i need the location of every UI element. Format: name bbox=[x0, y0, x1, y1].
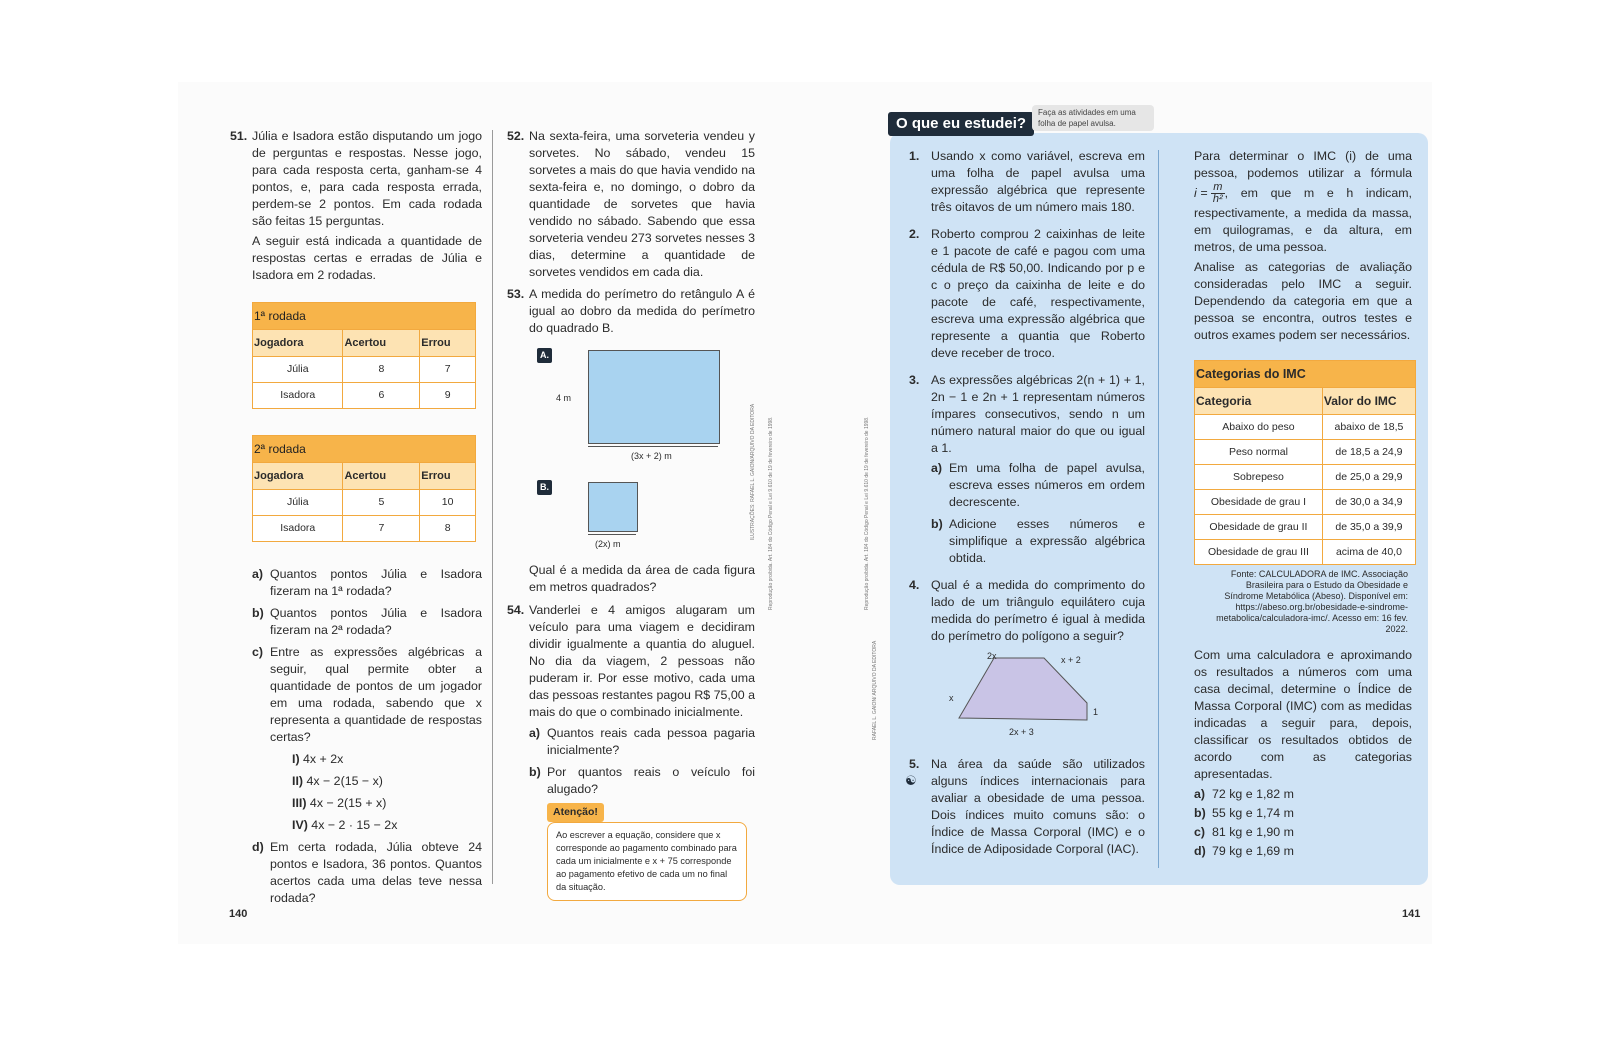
table-cell: Isadora bbox=[253, 516, 343, 542]
subquestion-a bbox=[931, 460, 1145, 511]
formula-numerator: m bbox=[1211, 182, 1225, 194]
table-cell: acima de 40,0 bbox=[1322, 540, 1415, 565]
item-text: 55 kg e 1,74 m bbox=[1212, 806, 1294, 820]
table-header: Categoria bbox=[1195, 388, 1323, 415]
side-label: 1 bbox=[1093, 707, 1099, 717]
page-number: 141 bbox=[1402, 908, 1421, 920]
imc-task: Com uma calculadora e aproximando os resultados a números com uma casa decimal, determine o Índice de Massa Corporal (IMC) com as medidas indicadas a seguir para, depois, classificar os resultados obtidos de acordo com as categorias apresentadas. bbox=[1194, 648, 1412, 781]
table-cell: de 18,5 a 24,9 bbox=[1322, 440, 1415, 465]
score-table-2 bbox=[252, 435, 482, 542]
attention-label: Atenção! bbox=[547, 803, 604, 822]
column-divider bbox=[1158, 150, 1159, 868]
table-row bbox=[253, 357, 476, 383]
option-expression: 4x − 2(15 + x) bbox=[309, 796, 387, 810]
table-cell: de 25,0 a 29,9 bbox=[1322, 465, 1415, 490]
table-cell: Peso normal bbox=[1195, 440, 1323, 465]
subquestion-text: Quantos pontos Júlia e Isadora fizeram na 2ª rodada? bbox=[270, 606, 482, 637]
square-b bbox=[588, 482, 638, 532]
table-cell: 7 bbox=[343, 516, 420, 542]
subquestion-label: a) bbox=[529, 726, 541, 740]
question-text: As expressões algébricas 2(n + 1) + 1, 2n − 1 e 2n + 1 representam números ímpares consecutivos, sendo n um número natural maior do que ou igual a 1. bbox=[931, 373, 1145, 455]
imc-intro-start: Para determinar o IMC (i) de uma pessoa, podemos utilizar a fórmula bbox=[1194, 149, 1412, 180]
subquestion-label: b) bbox=[252, 606, 264, 620]
side-label: x + 2 bbox=[1061, 655, 1081, 665]
dimension-line bbox=[588, 534, 636, 535]
table-header: Jogadora bbox=[253, 330, 343, 357]
subquestion-text: Adicione esses números e simplifique a expressão algébrica obtida. bbox=[949, 517, 1145, 565]
table-caption: Categorias do IMC bbox=[1195, 361, 1416, 388]
option-4 bbox=[292, 817, 482, 834]
table-header: Errou bbox=[420, 463, 476, 490]
table-cell: 10 bbox=[420, 490, 476, 516]
question-text: A medida do perímetro do retângulo A é igual ao dobro da medida do perímetro do quadrado B. bbox=[529, 287, 755, 335]
polygon-figure bbox=[909, 648, 1145, 744]
table-cell: Obesidade de grau III bbox=[1195, 540, 1323, 565]
question-4 bbox=[909, 577, 1145, 645]
item-label: c) bbox=[1194, 825, 1206, 839]
subquestion-text: Entre as expressões algébricas a seguir, qual permite obter a quantidade de pontos de um jogador em uma rodada, sabendo que x representa a quantidade de respostas certas? bbox=[270, 645, 482, 744]
subquestion-text: Quantos pontos Júlia e Isadora fizeram na 1ª rodada? bbox=[270, 567, 482, 598]
question-number: 52. bbox=[507, 129, 525, 143]
table-cell: 6 bbox=[343, 383, 420, 409]
question-52 bbox=[507, 128, 755, 281]
formula-lhs: i = bbox=[1194, 185, 1208, 200]
table-row bbox=[1195, 465, 1416, 490]
formula-denominator: h² bbox=[1212, 193, 1223, 205]
table-row bbox=[1195, 440, 1416, 465]
table-row bbox=[253, 516, 476, 542]
table-cell: 9 bbox=[420, 383, 476, 409]
subquestion-b bbox=[931, 516, 1145, 567]
option-label: II) bbox=[292, 774, 304, 788]
table-header: Errou bbox=[420, 330, 476, 357]
subquestion-b bbox=[252, 605, 482, 639]
dimension-line bbox=[588, 446, 718, 447]
option-label: IV) bbox=[292, 818, 308, 832]
question-text: A seguir está indicada a quantidade de respostas certas e erradas de Júlia e Isadora em 2 rodadas. bbox=[252, 234, 482, 282]
table-row bbox=[1195, 490, 1416, 515]
question-number: 51. bbox=[230, 129, 248, 143]
option-label: I) bbox=[292, 752, 300, 766]
imc-table bbox=[1194, 360, 1412, 565]
question-1 bbox=[909, 148, 1145, 216]
imc-items bbox=[1194, 786, 1412, 860]
option-expression: 4x − 2 · 15 − 2x bbox=[311, 818, 398, 832]
rectangle-a bbox=[588, 350, 720, 444]
table-cell: 7 bbox=[420, 357, 476, 383]
table-row bbox=[1195, 540, 1416, 565]
question-3 bbox=[909, 372, 1145, 567]
table-row bbox=[253, 490, 476, 516]
side-label: 2x bbox=[987, 651, 997, 661]
question-number: 4. bbox=[909, 578, 920, 592]
question-text: Qual é a medida da área de cada figura em metros quadrados? bbox=[529, 563, 755, 594]
illustration-credit: RAFAEL L. GAION/ ARQUIVO DA EDITORA bbox=[872, 640, 878, 740]
subquestion-text: Por quantos reais o veículo foi alugado? bbox=[547, 765, 755, 796]
option-label: III) bbox=[292, 796, 307, 810]
imc-intro bbox=[1194, 148, 1412, 256]
table-cell: Sobrepeso bbox=[1195, 465, 1323, 490]
section-title: O que eu estudei? bbox=[888, 112, 1034, 136]
item-label: a) bbox=[1194, 787, 1206, 801]
legal-notice: Reprodução proibida. Art. 184 do Código Penal e Lei 9.610 de 19 de fevereiro de 1998. bbox=[768, 416, 774, 610]
question-number: 1. bbox=[909, 149, 920, 163]
table-source: Fonte: CALCULADORA de IMC. Associação Brasileira para o Estudo da Obesidade e Síndrome Metabólica (Abeso). Disponível em: https://abeso.org.br/obesidade-e-sindrome-metabolica/calculadora-imc/. Acesso em: 16 fev. 2022. bbox=[1216, 569, 1408, 634]
imc-paragraph: Analise as categorias de avaliação consideradas pelo IMC a seguir. Dependendo da categoria em que a pessoa se encontra, outros testes e outros exames podem ser necessários. bbox=[1194, 260, 1412, 342]
question-text: Qual é a medida do comprimento do lado de um triângulo equilátero cuja medida do perímetro é igual à medida do perímetro do polígono a seguir? bbox=[931, 578, 1145, 643]
table-cell: Abaixo do peso bbox=[1195, 415, 1323, 440]
table-cell: 8 bbox=[420, 516, 476, 542]
item-label: d) bbox=[1194, 844, 1206, 858]
question-2 bbox=[909, 226, 1145, 362]
dimension-label: (3x + 2) m bbox=[631, 451, 672, 461]
table-cell: Obesidade de grau II bbox=[1195, 515, 1323, 540]
subquestion-label: b) bbox=[529, 765, 541, 779]
subquestion-label: b) bbox=[931, 517, 943, 531]
imc-intro-end: , em que m e h indicam, respectivamente, a medida da massa, em quilogramas, e da altura, em metros, de uma pessoa. bbox=[1194, 185, 1412, 254]
table-cell: 5 bbox=[343, 490, 420, 516]
label-b: B. bbox=[537, 480, 552, 495]
subquestion-c bbox=[252, 644, 482, 834]
table-header: Acertou bbox=[343, 463, 420, 490]
table-caption: 1ª rodada bbox=[253, 303, 476, 330]
subquestion-text: Em certa rodada, Júlia obteve 24 pontos e Isadora, 36 pontos. Quantos acertos cada uma delas teve nessa rodada? bbox=[270, 840, 482, 905]
subquestion-d bbox=[252, 839, 482, 907]
subquestion-label: a) bbox=[931, 461, 943, 475]
table-cell: Júlia bbox=[253, 357, 343, 383]
legal-notice: Reprodução proibida. Art. 184 do Código Penal e Lei 9.610 de 19 de fevereiro de 1998. bbox=[864, 416, 870, 610]
table-cell: Obesidade de grau I bbox=[1195, 490, 1323, 515]
table-row bbox=[253, 383, 476, 409]
question-text: Júlia e Isadora estão disputando um jogo de perguntas e respostas. Nesse jogo, para cada resposta certa, ganham-se 4 pontos, e, para cada resposta errada, perdem-se 2 pontos. Em cada rodada são feitas 15 perguntas. bbox=[252, 129, 482, 228]
item-c bbox=[1194, 824, 1412, 841]
question-text: Roberto comprou 2 caixinhas de leite e 1 pacote de café e pagou com uma cédula de R$ 50,00. Indicando por p e c o preço da caixinha de leite e do pacote de café, respectivamente, escreva uma expressão algébrica que represente a quantia que Roberto deve receber de troco. bbox=[931, 227, 1145, 360]
question-5 bbox=[905, 756, 1145, 858]
table-header: Valor do IMC bbox=[1322, 388, 1415, 415]
item-d bbox=[1194, 843, 1412, 860]
table-header: Jogadora bbox=[253, 463, 343, 490]
item-text: 81 kg e 1,90 m bbox=[1212, 825, 1294, 839]
question-text: Na área da saúde são utilizados alguns índices internacionais para avaliar a obesidade de uma pessoa. Dois índices muito comuns são: o Índice de Massa Corporal (IMC) e o Índice de Adiposidade Corporal (IAC). bbox=[931, 757, 1145, 856]
question-number: 2. bbox=[909, 227, 920, 241]
left-column-1 bbox=[230, 128, 482, 912]
dimension-label: (2x) m bbox=[595, 539, 621, 549]
right-column-2 bbox=[1194, 148, 1412, 862]
side-label: 2x + 3 bbox=[1009, 727, 1034, 737]
item-a bbox=[1194, 786, 1412, 803]
rectangle-figures bbox=[529, 340, 755, 554]
table-header: Acertou bbox=[343, 330, 420, 357]
subquestion-text: Quantos reais cada pessoa pagaria inicialmente? bbox=[547, 726, 755, 757]
group-activity-icon: ☯ bbox=[905, 773, 917, 788]
right-column-1 bbox=[905, 148, 1145, 861]
table-cell: Júlia bbox=[253, 490, 343, 516]
table-caption: 2ª rodada bbox=[253, 436, 476, 463]
subquestion-label: c) bbox=[252, 645, 264, 659]
question-number: 5. bbox=[909, 757, 920, 771]
item-text: 72 kg e 1,82 m bbox=[1212, 787, 1294, 801]
item-text: 79 kg e 1,69 m bbox=[1212, 844, 1294, 858]
illustration-credit: ILUSTRAÇÕES: RAFAEL L. GAION/ARQUIVO DA EDITORA bbox=[750, 403, 756, 540]
question-number: 3. bbox=[909, 373, 920, 387]
question-number: 54. bbox=[507, 603, 525, 617]
option-3 bbox=[292, 795, 482, 812]
question-number: 53. bbox=[507, 287, 525, 301]
page-number: 140 bbox=[229, 908, 248, 920]
subquestion-label: d) bbox=[252, 840, 264, 854]
section-note: Faça as atividades em uma folha de papel avulsa. bbox=[1032, 105, 1154, 131]
question-text: Na sexta-feira, uma sorveteria vendeu y sorvetes. No sábado, vendeu 15 sorvetes a mais do que havia vendido na sexta-feira e, no domingo, o dobro da quantidade de sorvetes que havia vendido no sábado. Sabendo que essa sorveteria vendeu 273 sorvetes nesses 3 dias, determine a quantidade de sorvetes vendidos em cada dia. bbox=[529, 129, 755, 279]
column-divider bbox=[492, 130, 493, 884]
table-cell: de 30,0 a 34,9 bbox=[1322, 490, 1415, 515]
item-b bbox=[1194, 805, 1412, 822]
table-cell: de 35,0 a 39,9 bbox=[1322, 515, 1415, 540]
attention-note bbox=[547, 803, 755, 901]
question-54 bbox=[507, 602, 755, 901]
option-1 bbox=[292, 751, 482, 768]
dimension-label: 4 m bbox=[556, 393, 572, 403]
question-text: Usando x como variável, escreva em uma folha de papel avulsa uma expressão algébrica que represente três oitavos de um número mais 180. bbox=[931, 149, 1145, 214]
option-expression: 4x − 2(15 − x) bbox=[306, 774, 383, 788]
attention-text: Ao escrever a equação, considere que x corresponde ao pagamento combinado para cada um inicialmente e x + 75 corresponde ao pagamento efetivo de cada um no final da situação. bbox=[547, 822, 747, 901]
table-row bbox=[1195, 415, 1416, 440]
subquestion-a bbox=[529, 725, 755, 759]
label-a: A. bbox=[537, 348, 552, 363]
subquestion-b bbox=[529, 764, 755, 798]
option-expression: 4x + 2x bbox=[303, 752, 344, 766]
question-51 bbox=[230, 128, 482, 284]
subquestion-text: Em uma folha de papel avulsa, escreva esses números em ordem decrescente. bbox=[949, 461, 1145, 509]
question-53 bbox=[507, 286, 755, 337]
table-cell: Isadora bbox=[253, 383, 343, 409]
table-cell: abaixo de 18,5 bbox=[1322, 415, 1415, 440]
subquestion-a bbox=[252, 566, 482, 600]
left-column-2 bbox=[507, 128, 755, 901]
table-cell: 8 bbox=[343, 357, 420, 383]
table-row bbox=[1195, 515, 1416, 540]
item-label: b) bbox=[1194, 806, 1206, 820]
imc-formula bbox=[1194, 182, 1225, 205]
subquestion-label: a) bbox=[252, 567, 264, 581]
option-2 bbox=[292, 773, 482, 790]
score-table-1 bbox=[252, 302, 482, 409]
side-label: x bbox=[949, 693, 954, 703]
question-text: Vanderlei e 4 amigos alugaram um veículo para uma viagem e decidiram dividir igualmente a quantia do aluguel. No dia da viagem, 2 pessoas não puderam ir. Por esse motivo, cada uma das pessoas restantes pagou R$ 75,00 a mais do que o combinado inicialmente. bbox=[529, 603, 755, 719]
